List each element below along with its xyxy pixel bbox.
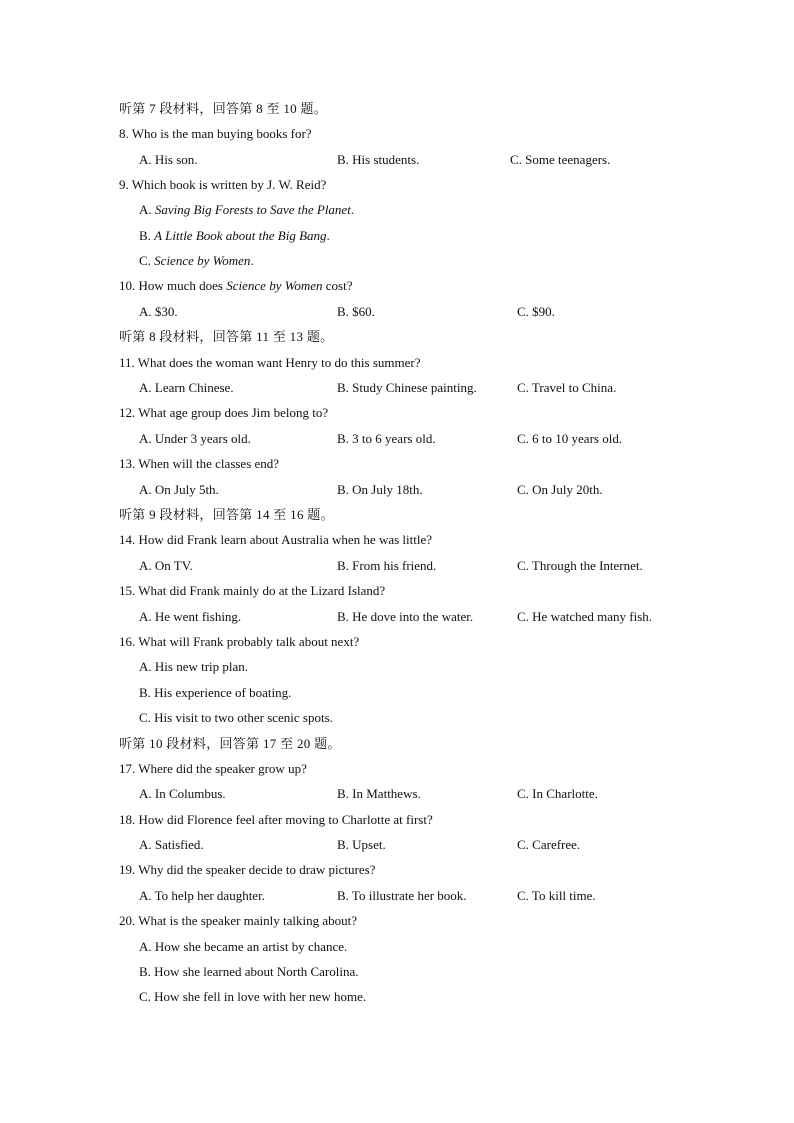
book-title: Science by Women (154, 253, 251, 268)
question-12-option-c: C. 6 to 10 years old. (517, 431, 623, 446)
book-title: A Little Book about the Big Bang (154, 228, 327, 243)
question-14-option-b: B. From his friend. (337, 558, 437, 573)
book-title: Saving Big Forests to Save the Planet (154, 202, 351, 217)
section-heading-8: 听第 8 段材料，回答第 11 至 13 题。 (119, 329, 334, 344)
question-17-option-b: B. In Matthews. (337, 786, 421, 801)
question-9-option-a: A. Saving Big Forests to Save the Planet. (139, 202, 355, 217)
question-19-option-c: C. To kill time. (517, 888, 596, 903)
question-15-option-b: B. He dove into the water. (337, 609, 474, 624)
question-18-option-a: A. Satisfied. (139, 837, 204, 852)
question-13-stem: 13. When will the classes end? (119, 456, 280, 471)
question-8-option-c: C. Some teenagers. (510, 152, 611, 167)
question-20-option-b: B. How she learned about North Carolina. (139, 964, 359, 979)
question-13-option-a: A. On July 5th. (139, 482, 219, 497)
question-17-option-a: A. In Columbus. (139, 786, 226, 801)
question-13-option-c: C. On July 20th. (517, 482, 603, 497)
question-16-option-b: B. His experience of boating. (139, 685, 292, 700)
question-11-stem: 11. What does the woman want Henry to do this summer? (119, 355, 421, 370)
question-11-option-b: B. Study Chinese painting. (337, 380, 477, 395)
question-16-stem: 16. What will Frank probably talk about next? (119, 634, 360, 649)
question-14-option-c: C. Through the Internet. (517, 558, 643, 573)
question-10-option-c: C. $90. (517, 304, 555, 319)
question-18-option-c: C. Carefree. (517, 837, 581, 852)
question-19-stem: 19. Why did the speaker decide to draw pictures? (119, 862, 376, 877)
question-12-stem: 12. What age group does Jim belong to? (119, 405, 329, 420)
question-11-option-c: C. Travel to China. (517, 380, 617, 395)
question-17-option-c: C. In Charlotte. (517, 786, 598, 801)
question-20-option-c: C. How she fell in love with her new home. (139, 989, 367, 1004)
question-17-stem: 17. Where did the speaker grow up? (119, 761, 307, 776)
question-10-option-b: B. $60. (337, 304, 375, 319)
question-8-stem: 8. Who is the man buying books for? (119, 126, 312, 141)
question-18-option-b: B. Upset. (337, 837, 386, 852)
book-title: Science by Women (226, 278, 323, 293)
question-15-stem: 15. What did Frank mainly do at the Lizard Island? (119, 583, 386, 598)
question-14-stem: 14. How did Frank learn about Australia when he was little? (119, 532, 433, 547)
section-heading-9: 听第 9 段材料，回答第 14 至 16 题。 (119, 507, 334, 522)
question-11-option-a: A. Learn Chinese. (139, 380, 234, 395)
question-15-option-c: C. He watched many fish. (517, 609, 653, 624)
section-heading-7: 听第 7 段材料，回答第 8 至 10 题。 (119, 101, 328, 116)
question-20-option-a: A. How she became an artist by chance. (139, 939, 348, 954)
question-13-option-b: B. On July 18th. (337, 482, 423, 497)
question-12-option-a: A. Under 3 years old. (139, 431, 251, 446)
question-8-option-a: A. His son. (139, 152, 198, 167)
question-15-option-a: A. He went fishing. (139, 609, 242, 624)
question-14-option-a: A. On TV. (139, 558, 193, 573)
question-16-option-a: A. His new trip plan. (139, 659, 249, 674)
question-9-option-c: C. Science by Women. (139, 253, 254, 268)
question-8-option-b: B. His students. (337, 152, 420, 167)
question-20-stem: 20. What is the speaker mainly talking about? (119, 913, 358, 928)
question-9-stem: 9. Which book is written by J. W. Reid? (119, 177, 327, 192)
question-16-option-c: C. His visit to two other scenic spots. (139, 710, 333, 725)
section-heading-10: 听第 10 段材料，回答第 17 至 20 题。 (119, 736, 341, 751)
question-10-option-a: A. $30. (139, 304, 178, 319)
question-19-option-b: B. To illustrate her book. (337, 888, 467, 903)
question-10-stem: 10. How much does Science by Women cost? (119, 278, 353, 293)
question-12-option-b: B. 3 to 6 years old. (337, 431, 436, 446)
question-9-option-b: B. A Little Book about the Big Bang. (139, 228, 330, 243)
question-18-stem: 18. How did Florence feel after moving to Charlotte at first? (119, 812, 433, 827)
question-19-option-a: A. To help her daughter. (139, 888, 265, 903)
